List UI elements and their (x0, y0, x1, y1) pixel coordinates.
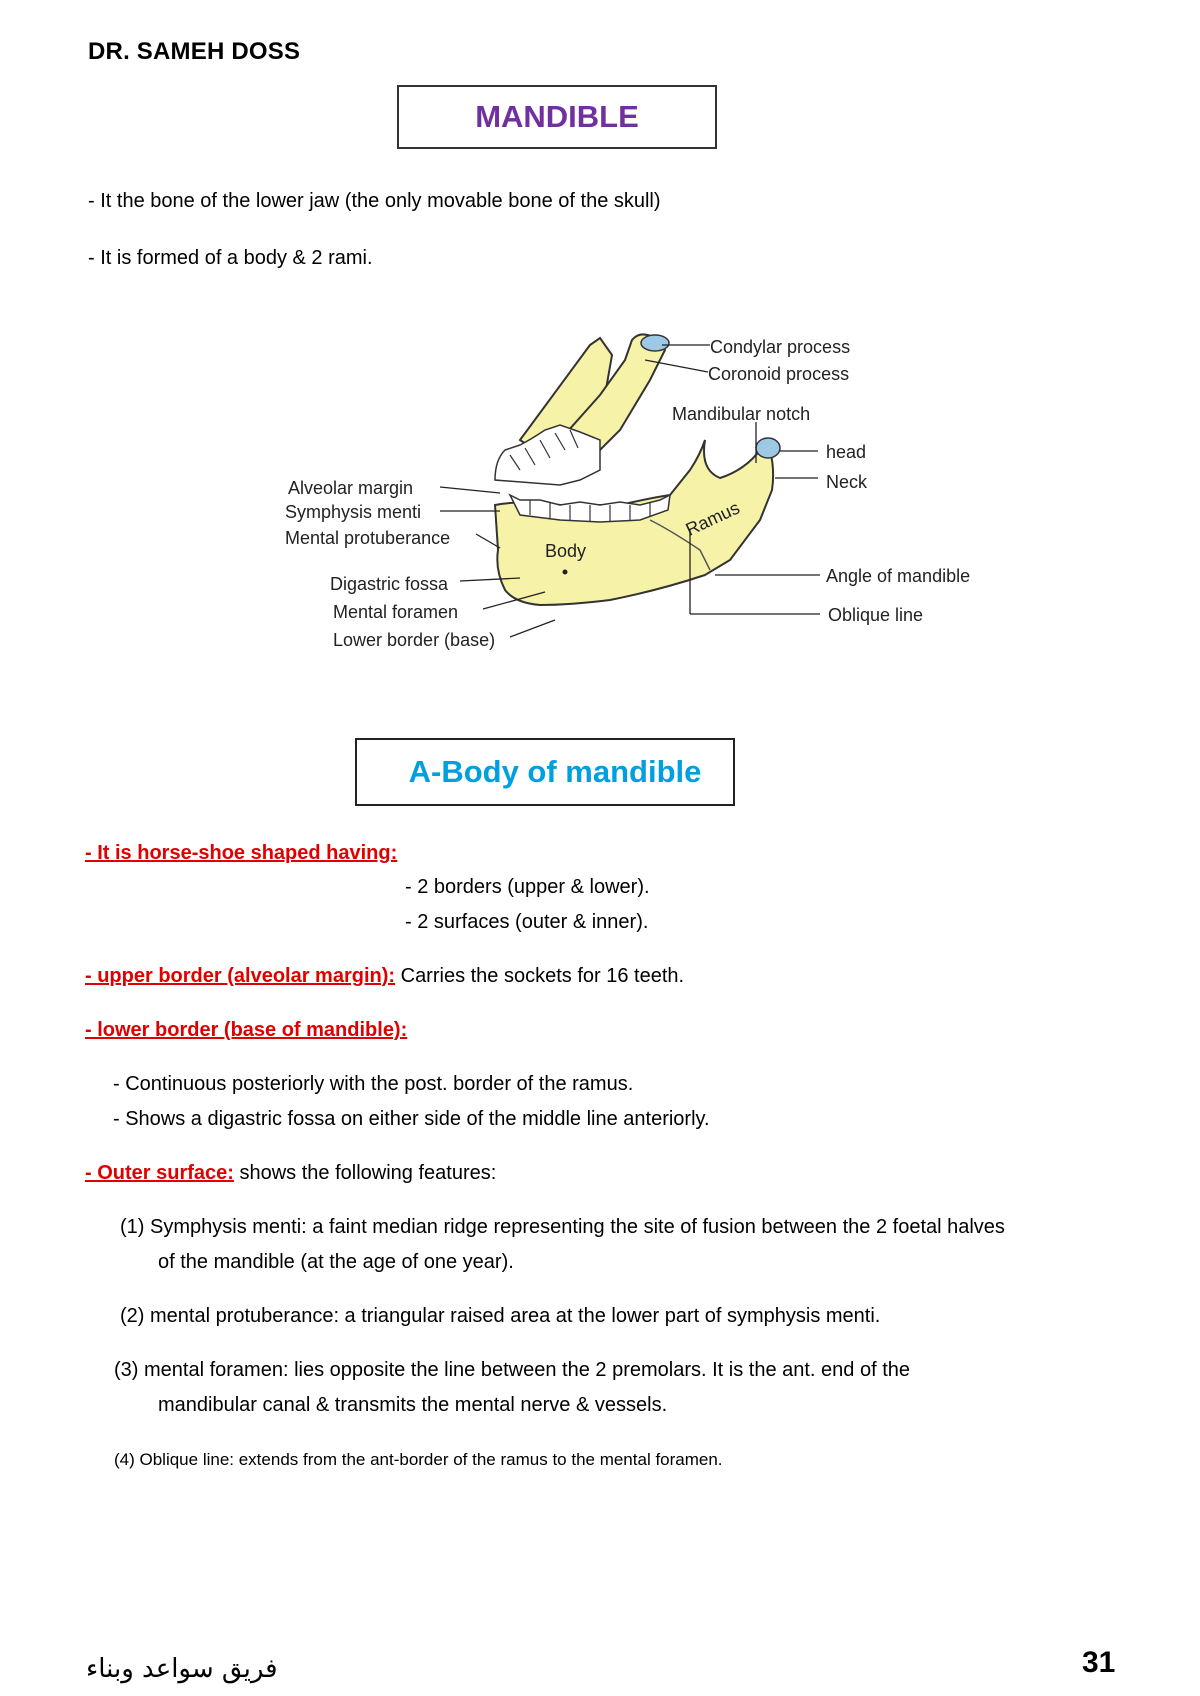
label-body: Body (545, 541, 587, 561)
page-number: 31 (1082, 1646, 1116, 1679)
feature-3: (3) mental foramen: lies opposite the line between the 2 premolars. It is the ant. end of the (114, 1359, 911, 1381)
feature-1: (1) Symphysis menti: a faint median ridge representing the site of fusion between the 2 foetal halves (120, 1216, 1005, 1238)
section-title-box (355, 738, 735, 806)
upper-border-heading: - upper border (alveolar margin): (85, 965, 396, 987)
label-oblique-line: Oblique line (828, 605, 924, 625)
label-angle-of-mandible: Angle of mandible (826, 566, 971, 586)
intro-line-2: - It is formed of a body & 2 rami. (88, 247, 373, 269)
label-alveolar-margin: Alveolar margin (288, 478, 414, 498)
label-condylar-process: Condylar process (710, 337, 851, 357)
author-header: DR. SAMEH DOSS (88, 38, 301, 65)
feature-4: (4) Oblique line: extends from the ant-border of the ramus to the mental foramen. (114, 1450, 723, 1469)
feature-1-cont: of the mandible (at the age of one year). (158, 1251, 514, 1273)
label-mandibular-notch: Mandibular notch (672, 404, 811, 424)
lower-border-heading: - lower border (base of mandible): (85, 1019, 408, 1041)
lower-border-item-1: - Continuous posteriorly with the post. border of the ramus. (113, 1073, 634, 1095)
label-ramus: Ramus (682, 497, 743, 540)
horse-shoe-item-1: - 2 borders (upper & lower). (405, 876, 650, 898)
section-title: A-Body of mandible (408, 754, 702, 789)
label-neck: Neck (826, 472, 868, 492)
horse-shoe-heading: - It is horse-shoe shaped having: (85, 842, 398, 864)
feature-2: (2) mental protuberance: a triangular raised area at the lower part of symphysis menti. (120, 1305, 881, 1327)
mandible-diagram (0, 0, 1200, 700)
upper-border-line (85, 965, 684, 988)
horse-shoe-item-2: - 2 surfaces (outer & inner). (405, 911, 649, 933)
label-mental-protuberance: Mental protuberance (285, 528, 451, 548)
page-title: MANDIBLE (475, 99, 639, 134)
upper-border-text: Carries the sockets for 16 teeth. (395, 965, 685, 987)
label-mental-foramen: Mental foramen (333, 602, 459, 622)
lower-border-item-2: - Shows a digastric fossa on either side of the middle line anteriorly. (113, 1108, 710, 1130)
label-coronoid-process: Coronoid process (708, 364, 850, 384)
outer-surface-heading: - Outer surface: (85, 1162, 234, 1184)
intro-line-1: - It the bone of the lower jaw (the only movable bone of the skull) (88, 190, 661, 212)
label-lower-border: Lower border (base) (333, 630, 496, 650)
outer-surface-line (85, 1162, 496, 1185)
label-digastric-fossa: Digastric fossa (330, 574, 449, 594)
feature-3-cont: mandibular canal & transmits the mental nerve & vessels. (158, 1394, 668, 1416)
footer-team-name: فريق سواعد وبناء (86, 1654, 278, 1684)
outer-surface-text: shows the following features: (233, 1162, 497, 1184)
label-symphysis-menti: Symphysis menti (285, 502, 422, 522)
label-head: head (826, 442, 867, 462)
